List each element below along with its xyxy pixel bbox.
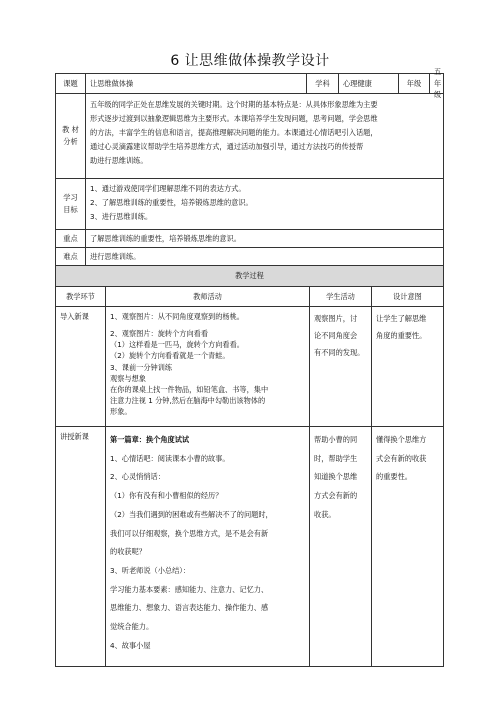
- key-point-label-cell: [55, 229, 86, 248]
- subject-value-cell: [338, 73, 399, 94]
- subject-value: 心理健康: [343, 78, 372, 88]
- intro-teacher-line: 在你的课桌上找一件物品，如铅笔盒、书等，集中: [110, 384, 269, 394]
- process-header-cell: [55, 265, 444, 287]
- analysis-line: 形式逐步过渡到以抽象逻辑思维为主要形式。本课培养学生发现问题，思考问题，学会思维: [90, 114, 378, 124]
- lesson-teacher-line: 学习能力基本要素：感知能力、注意力、记忆力、: [110, 584, 269, 594]
- lesson-teacher-line: 的收获呢？: [110, 547, 146, 557]
- intro-student-line: 观察图片，讨: [314, 314, 358, 323]
- topic-label: 课题: [63, 78, 78, 88]
- intro-intent-cell: [371, 306, 444, 427]
- intro-teacher-line: （1）这样看是一匹马，旋转个方向看看。: [110, 340, 244, 350]
- goals-label-line-1: 学习: [63, 193, 78, 203]
- lesson-student-cell: [309, 426, 372, 667]
- lesson-student-line: 帮助小曹的同: [314, 435, 358, 444]
- analysis-line: 的方法，丰富学生的信息和语言，提高推理解决问题的能力。本课通过心情话吧引入话题，: [90, 128, 378, 138]
- intro-intent-line: 角度的重要性。: [376, 330, 427, 340]
- intro-student-line: 论不同角度会: [314, 330, 358, 340]
- goal-item: 1、通过游戏使同学们理解思维不同的表达方式。: [90, 184, 246, 193]
- key-point-label: 重点: [63, 233, 78, 243]
- lesson-teacher-line: 3、听老师说（小总结）：: [110, 566, 191, 576]
- lesson-intent-cell: [371, 426, 444, 667]
- lesson-intent-line: 的重要性。: [376, 472, 412, 482]
- intro-teacher-line: 注意力注视 1 分钟,然后在脑海中勾勒出该物体的: [110, 396, 266, 406]
- intro-teacher-line: 观察与想象: [110, 373, 146, 383]
- lesson-teacher-line: 思维能力、想象力、语言表达能力、操作能力、感: [110, 603, 269, 613]
- lesson-teacher-line: （1）你有没有和小曹相似的经历？: [110, 491, 223, 501]
- lesson-teacher-cell: [105, 426, 310, 667]
- col-header-student: 学生活动: [326, 291, 355, 301]
- lesson-teacher-line: （2）当我们遇到的困难或有些解决不了的问题时，: [110, 509, 273, 519]
- goals-content-cell: [85, 178, 444, 230]
- goal-item: 2、了解思维训练的重要性，培养锻炼思维的意识。: [90, 198, 253, 208]
- col-header-intent-cell: [371, 286, 444, 307]
- difficulty-label: 难点: [63, 251, 78, 261]
- intro-student-line: 有不同的发现。: [314, 347, 365, 357]
- lesson-intent-line: 懂得换个思维方: [376, 435, 427, 444]
- col-header-intent: 设计意图: [393, 291, 422, 301]
- topic-value: 让思维做体操: [90, 78, 134, 88]
- lesson-teacher-line: 我们可以仔细观察，换个思维方式，是不是会有新: [110, 528, 269, 538]
- grade-label: 年级: [406, 78, 422, 88]
- difficulty-label-cell: [55, 247, 86, 266]
- analysis-line: 助进行思维训练。: [90, 156, 148, 166]
- col-header-teacher: 教师活动: [193, 291, 222, 301]
- intro-student-cell: [309, 306, 372, 427]
- col-header-student-cell: [309, 286, 372, 307]
- intro-teacher-line: 形象。: [110, 407, 132, 417]
- lesson-intent-line: 式会有新的收获: [376, 453, 427, 463]
- goal-item: 3、进行思维训练。: [90, 212, 153, 222]
- lesson-student-line: 知道换个思维: [314, 472, 358, 482]
- intro-intent-line: 让学生了解思维: [376, 314, 427, 323]
- subject-label: 学科: [315, 78, 330, 88]
- key-point-value: 了解思维训练的重要性，培养锻炼思维的意识。: [90, 233, 241, 243]
- lesson-stage-cell: [55, 426, 106, 667]
- intro-teacher-line: 2、观察图片：旋转个方向看看: [110, 329, 209, 339]
- analysis-line: 通过心灵滴露建议帮助学生培养思维方式，通过活动加强引导，通过方法技巧的传授帮: [90, 142, 364, 152]
- col-header-stage: 教学环节: [66, 291, 95, 301]
- intro-teacher-cell: [105, 306, 310, 427]
- grade-value: 五年级: [434, 67, 442, 100]
- analysis-label-line-2: 分析: [63, 137, 78, 146]
- intro-teacher-line: 3、课前一分钟训练: [110, 362, 173, 372]
- intro-teacher-line: （2）旋转个方向看看就是一个青蛙。: [110, 351, 230, 361]
- intro-stage: 导入新课: [60, 312, 89, 321]
- analysis-line: 五年级的同学正处在思维发展的关键时期。这个时期的基本特点是：从具体形象思维为主要: [90, 100, 378, 109]
- lesson-teacher-line: 2、心灵悄悄话：: [110, 472, 165, 482]
- difficulty-value-cell: [85, 247, 444, 266]
- topic-label-cell: [55, 73, 86, 94]
- lesson-teacher-line: 觉统合能力。: [110, 622, 154, 632]
- lesson-student-line: 时，帮助学生: [314, 453, 358, 463]
- intro-stage-cell: [55, 306, 106, 427]
- key-point-value-cell: [85, 229, 444, 248]
- lesson-student-line: 收获。: [314, 509, 336, 519]
- analysis-label-cell: [55, 93, 86, 179]
- page-title: 6 让思维做体操教学设计: [170, 53, 330, 69]
- col-header-stage-cell: [55, 286, 106, 307]
- subject-label-cell: [306, 73, 339, 94]
- goals-label-cell: [55, 178, 86, 230]
- process-header: 教学过程: [235, 271, 264, 281]
- lesson-student-line: 方式会有新的: [314, 491, 358, 501]
- lesson-teacher-line: 1、心情话吧：阅读课本小曹的故事。: [110, 453, 230, 463]
- intro-teacher-line: 1、观察图片：从不同角度观察到的杨桃。: [110, 312, 244, 321]
- analysis-label-line-1: 教 材: [62, 125, 79, 135]
- lesson-teacher-line: 4、故事小屋: [110, 640, 151, 650]
- difficulty-value: 进行思维训练。: [90, 251, 141, 261]
- lesson-chapter-heading: 第一篇章：换个角度试试: [110, 435, 190, 444]
- analysis-content-cell: [85, 93, 444, 179]
- lesson-stage: 讲授新课: [60, 432, 89, 441]
- grade-label-cell: [398, 73, 430, 94]
- goals-label-line-2: 目标: [63, 205, 78, 214]
- grade-value-cell: [429, 67, 444, 100]
- topic-value-cell: [85, 73, 307, 94]
- col-header-teacher-cell: [105, 286, 310, 307]
